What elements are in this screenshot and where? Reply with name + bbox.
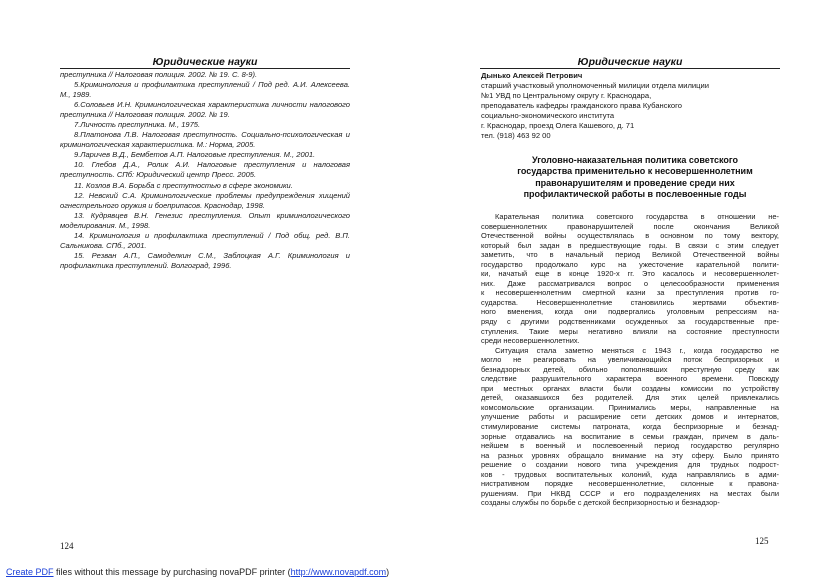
author-affiliation xyxy=(481,81,781,141)
body-text-line: комсомольские организации. Принимались меры, направленные на xyxy=(481,402,779,412)
author-block xyxy=(481,71,781,141)
body-text-line: сударства. Несовершеннолетние становились жертвами объектив- xyxy=(481,297,779,307)
reference-item: 14. Криминология и профилактика преступлений / Под общ. ред. В.П. Сальникова. СПб., 2001. xyxy=(60,230,350,250)
body-text-line: при местных органах власти были созданы комиссии по устройству xyxy=(481,383,779,393)
article-body xyxy=(481,212,779,508)
reference-item: 7.Личность преступника. М., 1975. xyxy=(74,120,201,130)
reference-item: 13. Кудрявцев В.Н. Генезис преступления. Опыт криминологического моделирования. М., 1998. xyxy=(60,210,350,230)
body-text-line: совершеннолетних правонарушителей после окончания Великой xyxy=(481,221,779,231)
body-text-line: улучшение работы и расширение сети детских домов и интернатов, xyxy=(481,412,779,422)
reference-item: 12. Невский С.А. Криминологические проблемы предупреждения хищений огнестрельного оружия и боеприпасов. Краснодар, 1998. xyxy=(60,190,350,210)
reference-item: 10. Глебов Д.А., Ролик А.И. Налоговые преступления и налоговая преступность. СПб: Юридический центр Пресс. 2005. xyxy=(60,160,350,180)
body-text-line: решение о создании нового типа учреждения для трудных подрост- xyxy=(481,460,779,470)
author-name: Дынько Алексей Петрович xyxy=(481,71,583,80)
body-text-line: нистративном порядке несовершеннолетние, склонные к правона- xyxy=(481,479,779,489)
reference-item: преступника // Налоговая полиция. 2002. № 19. С. 8-9). xyxy=(60,70,258,79)
left-header-rule xyxy=(60,68,350,69)
banner-text: files without this message by purchasing novaPDF printer ( xyxy=(53,567,291,577)
article-title-line: государства применительно к несовершеннолетним xyxy=(517,166,753,177)
reference-item: 9.Ларичев В.Д., Бембетов А.П. Налоговые преступления. М., 2001. xyxy=(74,150,316,160)
body-text-line: безнадзорных детей, обильно пополнявших преступную среду как xyxy=(481,364,779,374)
body-text-line: нейшем в военный и послевоенный период государство регулярно xyxy=(481,441,779,451)
author-detail-line: г. Краснодар, проезд Олега Кашевого, д. 71 xyxy=(481,121,635,131)
author-detail-line: преподаватель кафедры гражданского права Кубанского xyxy=(481,101,682,111)
article-title-line: Уголовно-наказательная политика советского xyxy=(531,155,738,165)
left-page xyxy=(0,0,410,565)
body-text-line: стимулирование системы патроната, когда беспризорные и безнад- xyxy=(481,422,779,432)
create-pdf-link[interactable]: Create PDF xyxy=(6,567,54,577)
reference-item: 8.Платонова Л.В. Налоговая преступность. Социально-психологическая и криминологическая характеристика. М.: Норма, 2005. xyxy=(60,130,350,150)
body-text-line: ряду с другими родственниками осужденных за государственные пре- xyxy=(481,317,779,327)
body-text-line: к несовершеннолетним смертной казни за преступления против го- xyxy=(481,288,779,298)
novapdf-url-link[interactable]: http://www.novapdf.com xyxy=(290,567,387,577)
body-text-line: ки, начатый еще в конце 1920-х гг. Это касалось и несовершеннолет- xyxy=(481,269,779,279)
author-detail-line: социально-экономического института xyxy=(481,111,615,121)
body-text-line: ступления. Такие меры негативно влияли на состояние преступности xyxy=(481,326,779,336)
right-page-header: Юридические науки xyxy=(577,56,683,68)
body-text-line: могло не реагировать на увеличивающийся поток беспризорных и xyxy=(481,355,779,365)
reference-item: 15. Резван А.П., Самоделкин С.М., Заблоцкая А.Г. Криминология и профилактика преступлений. Волгоград, 1996. xyxy=(60,250,350,270)
article-title-line: профилактической работы в послевоенные годы xyxy=(523,188,747,199)
body-text-line: детей, оказавшихся без родителей. Для этих целей привлекались xyxy=(481,393,779,403)
body-text-line: следствие разрушительного характера военного времени. Повсюду xyxy=(481,374,779,384)
body-text-line: заметить, что в начальный период Великой Отечественной войны xyxy=(481,250,779,260)
author-detail-line: старший участковый уполномоченный милиции отдела милиции xyxy=(481,81,710,91)
pdf-printer-banner xyxy=(6,567,389,577)
body-text-line: Ситуация стала заметно меняться с 1943 г., когда государство не xyxy=(495,345,779,355)
reference-item: 11. Козлов В.А. Борьба с преступностью в сфере экономики. xyxy=(74,180,293,190)
body-text-line: ков - трудовых воспитательных колоний, куда направлялись в адми- xyxy=(481,469,779,479)
right-header-rule xyxy=(480,68,780,69)
author-detail-line: тел. (918) 463 92 00 xyxy=(481,131,551,141)
references-list xyxy=(60,70,350,271)
body-text-line: ного вменения, когда они подвергались уголовным репрессиям на- xyxy=(481,307,779,317)
body-text-line: созданы службы по борьбе с детской беспризорностью и безнадзор- xyxy=(481,498,720,508)
body-text-line: рушениям. При НКВД СССР и его подразделениях на местах были xyxy=(481,488,779,498)
body-text-line: зорные отдавались на воспитание в семьи граждан, причем в даль- xyxy=(481,431,779,441)
body-text-line: среди несовершеннолетних. xyxy=(481,336,580,346)
right-page-number: 125 xyxy=(755,536,769,546)
body-text-line: который был задан в предшествующие годы. В связи с этим следует xyxy=(481,240,779,250)
banner-text-end: ) xyxy=(386,567,390,577)
body-text-line: Отечественной войны осуществлялась в основном по тому вектору, xyxy=(481,231,779,241)
reference-item: 6.Соловьев И.Н. Криминологическая характеристика личности налогового преступника // Налоговая полиция. 2002. № 19. xyxy=(60,100,350,120)
reference-item: 5.Криминология и профилактика преступлений / Под ред. А.И. Алексеева. М., 1989. xyxy=(60,80,350,100)
left-page-header: Юридические науки xyxy=(152,56,258,68)
article-title xyxy=(480,155,790,200)
right-page xyxy=(410,0,820,565)
body-text-line: них. Даже рассматривался вопрос о целесообразности применения xyxy=(481,278,779,288)
left-page-number: 124 xyxy=(60,541,74,551)
body-text-line: Карательная политика советского государства в отношении не- xyxy=(495,212,779,221)
body-text-line: государство продолжало курс на ужесточение карательной полити- xyxy=(481,259,779,269)
body-text-line: на разных уровнях обращало внимание на эту сферу. Было принято xyxy=(481,450,779,460)
article-title-line: правонарушителям и проведение среди них xyxy=(535,177,735,188)
author-detail-line: №1 УВД по Центральному округу г. Краснодара, xyxy=(481,91,652,101)
